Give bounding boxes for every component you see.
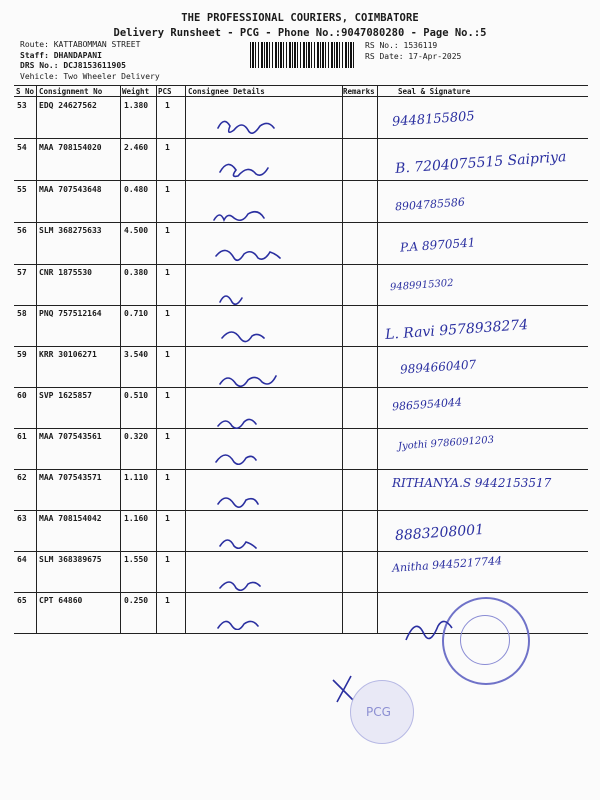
seal-note: P.A 8970541 [399,235,476,255]
row-pcs: 1 [165,596,170,605]
row-pcs: 1 [165,391,170,400]
row-consignment: EDQ 24627562 [39,101,97,110]
row-pcs: 1 [165,432,170,441]
col-header-pcs: PCS [158,87,172,96]
row-pcs: 1 [165,309,170,318]
row-sno: 61 [17,432,27,441]
row-sno: 54 [17,143,27,152]
document-title: THE PROFESSIONAL COURIERS, COIMBATORE [181,12,419,24]
col-header-consignment: Consignment No [39,87,103,96]
row-weight: 0.320 [124,432,149,441]
route-field: Route: KATTABOMMAN STREET [20,40,141,49]
signature-stroke [216,455,256,464]
seal-note: 8904785586 [394,195,466,214]
row-consignment: CNR 1875530 [39,268,92,277]
seal-note: 9489915302 [389,277,454,294]
signature-stroke [218,621,258,629]
column-divider [377,85,378,633]
rs-date-field: RS Date: 17-Apr-2025 [365,52,462,61]
vehicle-field: Vehicle: Two Wheeler Delivery [20,71,160,81]
row-sno: 53 [17,101,27,110]
column-divider [342,85,343,633]
row-sno: 56 [17,226,27,235]
row-pcs: 1 [165,514,170,523]
row-consignment: KRR 30106271 [39,350,97,359]
company-seal-inner-ring [460,615,510,665]
row-sno: 65 [17,596,27,605]
row-consignment: MAA 707543571 [39,473,102,482]
document-subtitle: Delivery Runsheet - PCG - Phone No.:9047080280 - Page No.:5 [113,27,487,39]
row-consignment: MAA 708154020 [39,143,102,152]
row-consignment: MAA 708154042 [39,514,102,523]
seal-note: Anitha 9445217744 [391,554,503,575]
signature-stroke [214,212,264,221]
row-weight: 0.250 [124,596,149,605]
seal-note: 9894660407 [399,357,477,377]
row-consignment: SVP 1625857 [39,391,92,400]
pcg-stamp-label: PCG [366,705,391,719]
row-consignment: PNQ 757512164 [39,309,102,318]
col-header-sno: S No [16,87,35,96]
row-pcs: 1 [165,143,170,152]
row-weight: 3.540 [124,350,149,359]
row-weight: 0.480 [124,185,149,194]
col-header-remarks: Remarks [343,87,375,96]
column-divider [156,85,157,633]
signature-stroke [218,121,274,133]
row-sno: 60 [17,391,27,400]
column-divider [185,85,186,633]
row-sno: 55 [17,185,27,194]
table-header-border [14,96,588,97]
signature-stroke [220,296,242,304]
seal-note: 9865954044 [391,395,463,414]
drs-field: DRS No.: DCJ8153611905 [20,61,126,70]
row-weight: 1.550 [124,555,149,564]
seal-note: L. Ravi 9578938274 [384,317,529,343]
seal-note: B. 7204075515 Saipriya [394,149,567,177]
row-pcs: 1 [165,555,170,564]
row-consignment: SLM 368389675 [39,555,102,564]
row-weight: 0.710 [124,309,149,318]
seal-note: 9448155805 [391,109,476,130]
row-consignment: MAA 707543561 [39,432,102,441]
table-top-border [14,85,588,86]
barcode-image [250,42,355,68]
col-header-consignee: Consignee Details [188,87,265,96]
row-pcs: 1 [165,226,170,235]
row-pcs: 1 [165,101,170,110]
row-sno: 59 [17,350,27,359]
signature-stroke [220,540,256,548]
column-divider [120,85,121,633]
row-consignment: CPT 64860 [39,596,83,605]
row-weight: 1.110 [124,473,149,482]
row-consignment: MAA 707543648 [39,185,102,194]
row-sno: 63 [17,514,27,523]
rs-number-field: RS No.: 1536119 [365,41,438,50]
signature-stroke [220,376,276,386]
consignee-signatures [190,100,340,630]
signature-stroke [220,164,268,176]
final-signature [400,610,460,650]
row-pcs: 1 [165,185,170,194]
row-sno: 62 [17,473,27,482]
row-weight: 0.510 [124,391,149,400]
signature-stroke [222,332,264,342]
pcg-stamp [350,680,414,744]
seal-note: Jyothi 9786091203 [397,434,495,453]
signature-stroke [218,419,256,428]
row-sno: 58 [17,309,27,318]
signature-stroke [218,498,258,507]
runsheet-meta-left [20,40,160,82]
row-weight: 2.460 [124,143,149,152]
runsheet-meta-right [365,40,461,62]
row-weight: 1.160 [124,514,149,523]
row-pcs: 1 [165,268,170,277]
seal-note: RITHANYA.S 9442153517 [392,476,552,490]
signature-stroke [220,582,260,590]
row-consignment: SLM 368275633 [39,226,102,235]
staff-field: Staff: DHANDAPANI [20,50,102,60]
col-header-weight: Weight [122,87,150,96]
row-sno: 64 [17,555,27,564]
row-weight: 1.380 [124,101,149,110]
row-weight: 4.500 [124,226,149,235]
row-pcs: 1 [165,350,170,359]
row-pcs: 1 [165,473,170,482]
seal-note: 8883208001 [394,521,485,545]
signature-stroke [216,250,280,260]
row-sno: 57 [17,268,27,277]
col-header-seal: Seal & Signature [398,87,471,96]
column-divider [36,85,37,633]
row-weight: 0.380 [124,268,149,277]
